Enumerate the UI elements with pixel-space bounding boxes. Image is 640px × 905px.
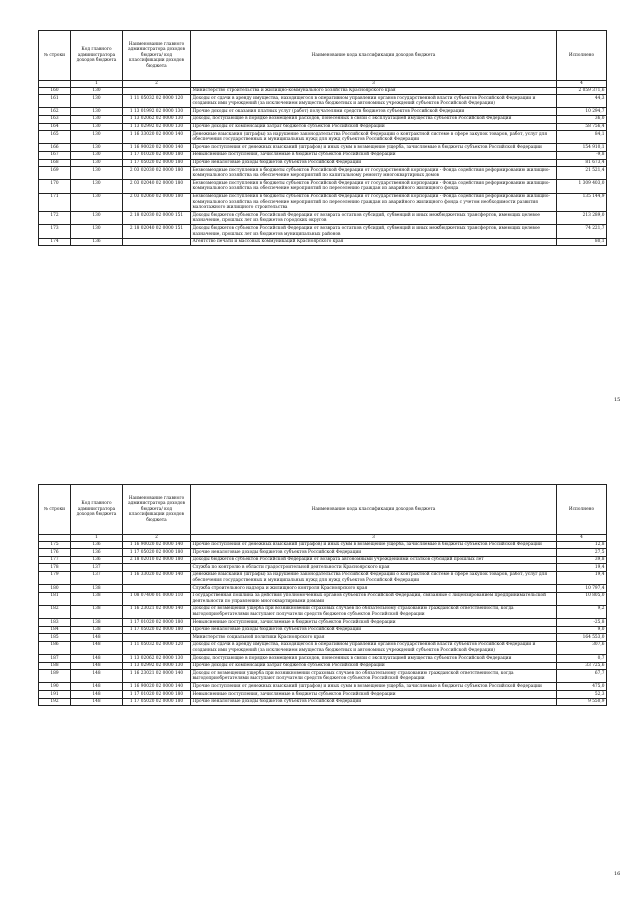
executed-cell: 27,5 <box>557 549 607 557</box>
name-cell: Безвозмездные поступления в бюджеты субъектов Российской Федерации от государственной корпорации - Фонда содействия реформированию жилищно-коммунального хозяйства на обеспечение мероприятий по переселению граждан из аварийного жилищного фонда с учетом необходимости развития малоэтажного жилищного строительства <box>191 193 557 212</box>
index-cell: 2 <box>123 535 191 542</box>
class-code-cell: 1 16 90020 02 0000 140 <box>123 541 191 549</box>
table-row <box>39 541 607 549</box>
column-index-row <box>39 81 607 88</box>
row-number-cell: 182 <box>39 605 71 618</box>
index-cell: 1 <box>71 81 123 88</box>
executed-cell: 164 553,0 <box>557 634 607 642</box>
class-code-cell: 1 16 23021 02 0000 140 <box>123 670 191 683</box>
name-cell: Денежные взыскания (штрафы) за нарушение законодательства Российской Федерации о контрактной системе в сфере закупок товаров, работ, услуг для обеспечения государственных и муниципальных нужд для нужд субъектов Российской Федерации <box>191 131 557 144</box>
revenue-table-page-15 <box>38 30 607 246</box>
executed-cell: 10 805,0 <box>557 592 607 605</box>
table-row <box>39 131 607 144</box>
executed-cell: -9,8 <box>557 151 607 159</box>
class-code-cell: 1 16 90020 02 0000 140 <box>123 144 191 152</box>
executed-cell: 2 059 371,6 <box>557 87 607 95</box>
row-number-cell: 191 <box>39 691 71 699</box>
admin-code-cell: 148 <box>71 662 123 670</box>
class-code-cell: 1 17 05020 02 0000 180 <box>123 159 191 167</box>
table-row <box>39 193 607 212</box>
row-number-cell: 167 <box>39 151 71 159</box>
class-code-cell: 1 16 33020 02 0000 140 <box>123 131 191 144</box>
column-index-row <box>39 535 607 542</box>
class-code-cell: 1 17 01020 02 0000 180 <box>123 151 191 159</box>
table-row <box>39 683 607 691</box>
admin-code-cell: 148 <box>71 655 123 663</box>
class-code-cell: 1 13 02062 02 0000 130 <box>123 115 191 123</box>
row-number-cell: 190 <box>39 683 71 691</box>
table-row <box>39 691 607 699</box>
name-cell: Служба строительного надзора и жилищного контроля Красноярского края <box>191 585 557 593</box>
table-row <box>39 670 607 683</box>
name-cell: Прочие неналоговые доходы бюджетов субъектов Российской Федерации <box>191 549 557 557</box>
class-code-cell: 1 11 05032 02 0000 120 <box>123 641 191 654</box>
class-code-cell: 1 16 23021 02 0000 140 <box>123 605 191 618</box>
row-number-cell: 166 <box>39 144 71 152</box>
table-row <box>39 564 607 572</box>
table-row <box>39 95 607 108</box>
row-number-cell: 174 <box>39 238 71 246</box>
name-cell: Агентство печати и массовых коммуникаций Красноярского края <box>191 238 557 246</box>
header-class-code: Наименование главного администратора доходов бюджета/ код классификации доходов бюджета <box>123 31 191 81</box>
name-cell: Доходы, поступающие в порядке возмещения расходов, понесенных в связи с эксплуатацией имущества субъектов Российской Федерации <box>191 115 557 123</box>
executed-cell: 0,7 <box>557 655 607 663</box>
executed-cell: 58 756,4 <box>557 123 607 131</box>
table-row <box>39 159 607 167</box>
name-cell: Доходы бюджетов субъектов Российской Федерации от возврата автономными учреждениями остатков субсидий прошлых лет <box>191 556 557 564</box>
table-row <box>39 144 607 152</box>
class-code-cell: 1 13 02992 02 0000 130 <box>123 662 191 670</box>
row-number-cell: 169 <box>39 167 71 180</box>
admin-code-cell: 130 <box>71 108 123 116</box>
class-code-cell: 1 17 01020 02 0000 180 <box>123 619 191 627</box>
row-number-cell: 162 <box>39 108 71 116</box>
class-code-cell: 1 13 02062 02 0000 130 <box>123 655 191 663</box>
row-number-cell: 183 <box>39 619 71 627</box>
admin-code-cell: 148 <box>71 641 123 654</box>
table-row <box>39 556 607 564</box>
admin-code-cell: 138 <box>71 592 123 605</box>
name-cell: Прочие доходы от компенсации затрат бюджетов субъектов Российской Федерации <box>191 123 557 131</box>
table-row <box>39 585 607 593</box>
name-cell: Доходы от сдачи в аренду имущества, находящегося в оперативном управлении органов государственной власти субъектов Российской Федерации и созданных ими учреждений (за исключением имущества бюджетных и автономных учреждений субъектов Российской Федерации) <box>191 95 557 108</box>
class-code-cell <box>123 564 191 572</box>
executed-cell: 9,0 <box>557 626 607 634</box>
page-number: 15 <box>614 397 621 403</box>
admin-code-cell: 130 <box>71 87 123 95</box>
header-executed: Исполнено <box>557 485 607 535</box>
table-row <box>39 115 607 123</box>
row-number-cell: 161 <box>39 95 71 108</box>
row-number-cell: 160 <box>39 87 71 95</box>
executed-cell: 21 521,4 <box>557 167 607 180</box>
executed-cell: 307,6 <box>557 641 607 654</box>
name-cell: Прочие доходы от оказания платных услуг (работ) получателями средств бюджетов субъектов Российской Федерации <box>191 108 557 116</box>
row-number-cell: 165 <box>39 131 71 144</box>
header-class-code: Наименование главного администратора доходов бюджета/ код классификации доходов бюджета <box>123 485 191 535</box>
name-cell: Невыясненные поступления, зачисляемые в бюджеты субъектов Российской Федерации <box>191 691 557 699</box>
executed-cell: 44,3 <box>557 95 607 108</box>
row-number-cell: 184 <box>39 626 71 634</box>
executed-cell: 80,1 <box>557 238 607 246</box>
name-cell: Доходы от возмещения ущерба при возникновении страховых случаев по обязательному страхованию гражданской ответственности, когда выгодоприобретателями выступают получатели средств бюджетов субъектов Российской Федерации <box>191 605 557 618</box>
revenue-table-page-16 <box>38 484 607 706</box>
index-cell <box>39 535 71 542</box>
table-row <box>39 605 607 618</box>
table-row <box>39 151 607 159</box>
row-number-cell: 170 <box>39 180 71 193</box>
class-code-cell: 1 08 07400 01 0000 110 <box>123 592 191 605</box>
name-cell: Безвозмездные поступления в бюджеты субъектов Российской Федерации от государственной корпорации - Фонда содействия реформированию жилищно-коммунального хозяйства на обеспечение мероприятий по капитальному ремонту многоквартирных домов <box>191 167 557 180</box>
class-code-cell <box>123 585 191 593</box>
admin-code-cell: 136 <box>71 556 123 564</box>
class-code-cell: 1 17 01020 02 0000 180 <box>123 691 191 699</box>
name-cell: Денежные взыскания (штрафы) за нарушение законодательства Российской Федерации о контрактной системе в сфере закупок товаров, работ, услуг для обеспечения государственных и муниципальных нужд для нужд субъектов Российской Федерации <box>191 571 557 584</box>
class-code-cell: 2 03 02060 02 0000 180 <box>123 193 191 212</box>
class-code-cell: 1 17 05020 02 0000 180 <box>123 698 191 706</box>
header-executed: Исполнено <box>557 31 607 81</box>
executed-cell: 36,0 <box>557 115 607 123</box>
index-cell: 4 <box>557 81 607 88</box>
executed-cell: 12,8 <box>557 541 607 549</box>
executed-cell: 10 294,7 <box>557 108 607 116</box>
row-number-cell: 163 <box>39 115 71 123</box>
table-row <box>39 698 607 706</box>
table-header-row <box>39 31 607 81</box>
admin-code-cell: 148 <box>71 698 123 706</box>
admin-code-cell: 130 <box>71 225 123 238</box>
index-cell: 1 <box>71 535 123 542</box>
admin-code-cell: 130 <box>71 95 123 108</box>
row-number-cell: 173 <box>39 225 71 238</box>
name-cell: Доходы бюджетов субъектов Российской Федерации от возврата остатков субсидий, субвенций и иных межбюджетных трансфертов, имеющих целевое назначение, прошлых лет из бюджетов городских округов <box>191 212 557 225</box>
admin-code-cell: 130 <box>71 144 123 152</box>
name-cell: Доходы от возмещения ущерба при возникновении страховых случаев по обязательному страхованию гражданской ответственности, когда выгодоприобретателями выступают получатели средств бюджетов субъектов Российской Федерации <box>191 670 557 683</box>
class-code-cell: 1 16 33020 02 0000 140 <box>123 571 191 584</box>
class-code-cell: 1 16 90020 02 0000 140 <box>123 683 191 691</box>
index-cell <box>39 81 71 88</box>
table-body <box>39 541 607 706</box>
admin-code-cell: 130 <box>71 115 123 123</box>
executed-cell: 10 797,4 <box>557 585 607 593</box>
class-code-cell <box>123 238 191 246</box>
admin-code-cell: 136 <box>71 549 123 557</box>
name-cell: Прочие доходы от компенсации затрат бюджетов субъектов Российской Федерации <box>191 662 557 670</box>
executed-cell: 19,4 <box>557 571 607 584</box>
executed-cell: 9 550,9 <box>557 698 607 706</box>
name-cell: Доходы бюджетов субъектов Российской Федерации от возврата остатков субсидий, субвенций и иных межбюджетных трансфертов, имеющих целевое назначение, прошлых лет из бюджетов муниципальных районов <box>191 225 557 238</box>
name-cell: Служба по контролю в области градостроительной деятельности Красноярского края <box>191 564 557 572</box>
table-row <box>39 167 607 180</box>
admin-code-cell: 130 <box>71 159 123 167</box>
class-code-cell: 1 17 05020 02 0000 180 <box>123 626 191 634</box>
name-cell: Прочие неналоговые доходы бюджетов субъектов Российской Федерации <box>191 626 557 634</box>
row-number-cell: 176 <box>39 549 71 557</box>
table-row <box>39 662 607 670</box>
header-row-no: № строки <box>39 31 71 81</box>
executed-cell: 52,3 <box>557 691 607 699</box>
document-page-15 <box>38 30 606 246</box>
name-cell: Прочие неналоговые доходы бюджетов субъектов Российской Федерации <box>191 159 557 167</box>
admin-code-cell: 148 <box>71 634 123 642</box>
executed-cell: 67,7 <box>557 670 607 683</box>
admin-code-cell: 138 <box>71 626 123 634</box>
table-body <box>39 87 607 246</box>
class-code-cell: 1 11 05032 02 0000 120 <box>123 95 191 108</box>
admin-code-cell: 130 <box>71 167 123 180</box>
index-cell: 3 <box>191 81 557 88</box>
name-cell: Министерство строительства и жилищно-коммунального хозяйства Красноярского края <box>191 87 557 95</box>
executed-cell: 81 673,4 <box>557 159 607 167</box>
admin-code-cell: 130 <box>71 180 123 193</box>
row-number-cell: 168 <box>39 159 71 167</box>
table-row <box>39 626 607 634</box>
executed-cell: 1 309 403,0 <box>557 180 607 193</box>
header-row-no: № строки <box>39 485 71 535</box>
admin-code-cell: 138 <box>71 585 123 593</box>
executed-cell: 33 725,6 <box>557 662 607 670</box>
admin-code-cell: 137 <box>71 571 123 584</box>
executed-cell: 9,2 <box>557 605 607 618</box>
executed-cell: 154 910,1 <box>557 144 607 152</box>
class-code-cell: 1 17 05020 02 0000 180 <box>123 549 191 557</box>
header-admin-code: Код главного администратора доходов бюджета <box>71 485 123 535</box>
class-code-cell: 1 13 02992 02 0000 130 <box>123 123 191 131</box>
executed-cell: 213 289,0 <box>557 212 607 225</box>
name-cell: Невыясненные поступления, зачисляемые в бюджеты субъектов Российской Федерации <box>191 619 557 627</box>
index-cell: 3 <box>191 535 557 542</box>
admin-code-cell: 138 <box>71 619 123 627</box>
row-number-cell: 185 <box>39 634 71 642</box>
table-row <box>39 87 607 95</box>
table-row <box>39 619 607 627</box>
row-number-cell: 177 <box>39 556 71 564</box>
executed-cell: -25,8 <box>557 619 607 627</box>
class-code-cell: 2 03 02040 02 0000 180 <box>123 180 191 193</box>
class-code-cell: 2 18 02010 02 0000 180 <box>123 556 191 564</box>
index-cell: 4 <box>557 535 607 542</box>
document-page-16 <box>38 484 606 706</box>
executed-cell: 74 221,7 <box>557 225 607 238</box>
admin-code-cell: 148 <box>71 670 123 683</box>
row-number-cell: 175 <box>39 541 71 549</box>
row-number-cell: 189 <box>39 670 71 683</box>
admin-code-cell: 130 <box>71 151 123 159</box>
row-number-cell: 171 <box>39 193 71 212</box>
table-row <box>39 655 607 663</box>
table-row <box>39 212 607 225</box>
table-row <box>39 108 607 116</box>
table-row <box>39 238 607 246</box>
row-number-cell: 180 <box>39 585 71 593</box>
table-header-row <box>39 485 607 535</box>
executed-cell: 475,0 <box>557 683 607 691</box>
admin-code-cell: 130 <box>71 123 123 131</box>
row-number-cell: 172 <box>39 212 71 225</box>
row-number-cell: 188 <box>39 662 71 670</box>
name-cell: Безвозмездные поступления в бюджеты субъектов Российской Федерации от государственной корпорации - Фонда содействия реформированию жилищно-коммунального хозяйства на обеспечение мероприятий по переселению граждан из аварийного жилищного фонда <box>191 180 557 193</box>
class-code-cell <box>123 87 191 95</box>
table-row <box>39 571 607 584</box>
table-row <box>39 549 607 557</box>
admin-code-cell: 130 <box>71 193 123 212</box>
name-cell: Невыясненные поступления, зачисляемые в бюджеты субъектов Российской Федерации <box>191 151 557 159</box>
admin-code-cell: 136 <box>71 238 123 246</box>
table-row <box>39 592 607 605</box>
row-number-cell: 181 <box>39 592 71 605</box>
class-code-cell: 1 13 01992 02 0000 130 <box>123 108 191 116</box>
name-cell: Прочие поступления от денежных взысканий (штрафов) и иных сумм в возмещение ущерба, зачисляемые в бюджеты субъектов Российской Федерации <box>191 144 557 152</box>
row-number-cell: 192 <box>39 698 71 706</box>
name-cell: Государственная пошлина за действия уполномоченных органов субъектов Российской Федерации, связанные с лицензированием предпринимательской деятельности по управлению многоквартирными домами <box>191 592 557 605</box>
executed-cell: 39,8 <box>557 556 607 564</box>
name-cell: Прочие поступления от денежных взысканий (штрафов) и иных сумм в возмещение ущерба, зачисляемые в бюджеты субъектов Российской Федерации <box>191 683 557 691</box>
row-number-cell: 178 <box>39 564 71 572</box>
executed-cell: 19,4 <box>557 564 607 572</box>
admin-code-cell: 130 <box>71 212 123 225</box>
row-number-cell: 187 <box>39 655 71 663</box>
name-cell: Прочие неналоговые доходы бюджетов субъектов Российской Федерации <box>191 698 557 706</box>
header-name: Наименование кода классификации доходов бюджета <box>191 485 557 535</box>
table-row <box>39 123 607 131</box>
executed-cell: 135 144,9 <box>557 193 607 212</box>
header-admin-code: Код главного администратора доходов бюджета <box>71 31 123 81</box>
index-cell: 2 <box>123 81 191 88</box>
admin-code-cell: 148 <box>71 691 123 699</box>
admin-code-cell: 148 <box>71 683 123 691</box>
header-name: Наименование кода классификации доходов бюджета <box>191 31 557 81</box>
class-code-cell: 2 18 02030 02 0000 151 <box>123 212 191 225</box>
name-cell: Доходы, поступающие в порядке возмещения расходов, понесенных в связи с эксплуатацией имущества субъектов Российской Федерации <box>191 655 557 663</box>
class-code-cell: 2 03 02030 02 0000 180 <box>123 167 191 180</box>
admin-code-cell: 138 <box>71 605 123 618</box>
admin-code-cell: 136 <box>71 541 123 549</box>
name-cell: Прочие поступления от денежных взысканий (штрафов) и иных сумм в возмещение ущерба, зачисляемые в бюджеты субъектов Российской Федерации <box>191 541 557 549</box>
admin-code-cell: 137 <box>71 564 123 572</box>
row-number-cell: 164 <box>39 123 71 131</box>
row-number-cell: 186 <box>39 641 71 654</box>
row-number-cell: 179 <box>39 571 71 584</box>
page-number: 16 <box>614 871 621 877</box>
table-row <box>39 634 607 642</box>
executed-cell: 84,1 <box>557 131 607 144</box>
table-row <box>39 225 607 238</box>
name-cell: Доходы от сдачи в аренду имущества, находящегося в оперативном управлении органов государственной власти субъектов Российской Федерации и созданных ими учреждений (за исключением имущества бюджетных и автономных учреждений субъектов Российской Федерации) <box>191 641 557 654</box>
table-row <box>39 641 607 654</box>
table-row <box>39 180 607 193</box>
class-code-cell: 2 18 02040 02 0000 151 <box>123 225 191 238</box>
class-code-cell <box>123 634 191 642</box>
name-cell: Министерство социальной политики Красноярского края <box>191 634 557 642</box>
admin-code-cell: 130 <box>71 131 123 144</box>
